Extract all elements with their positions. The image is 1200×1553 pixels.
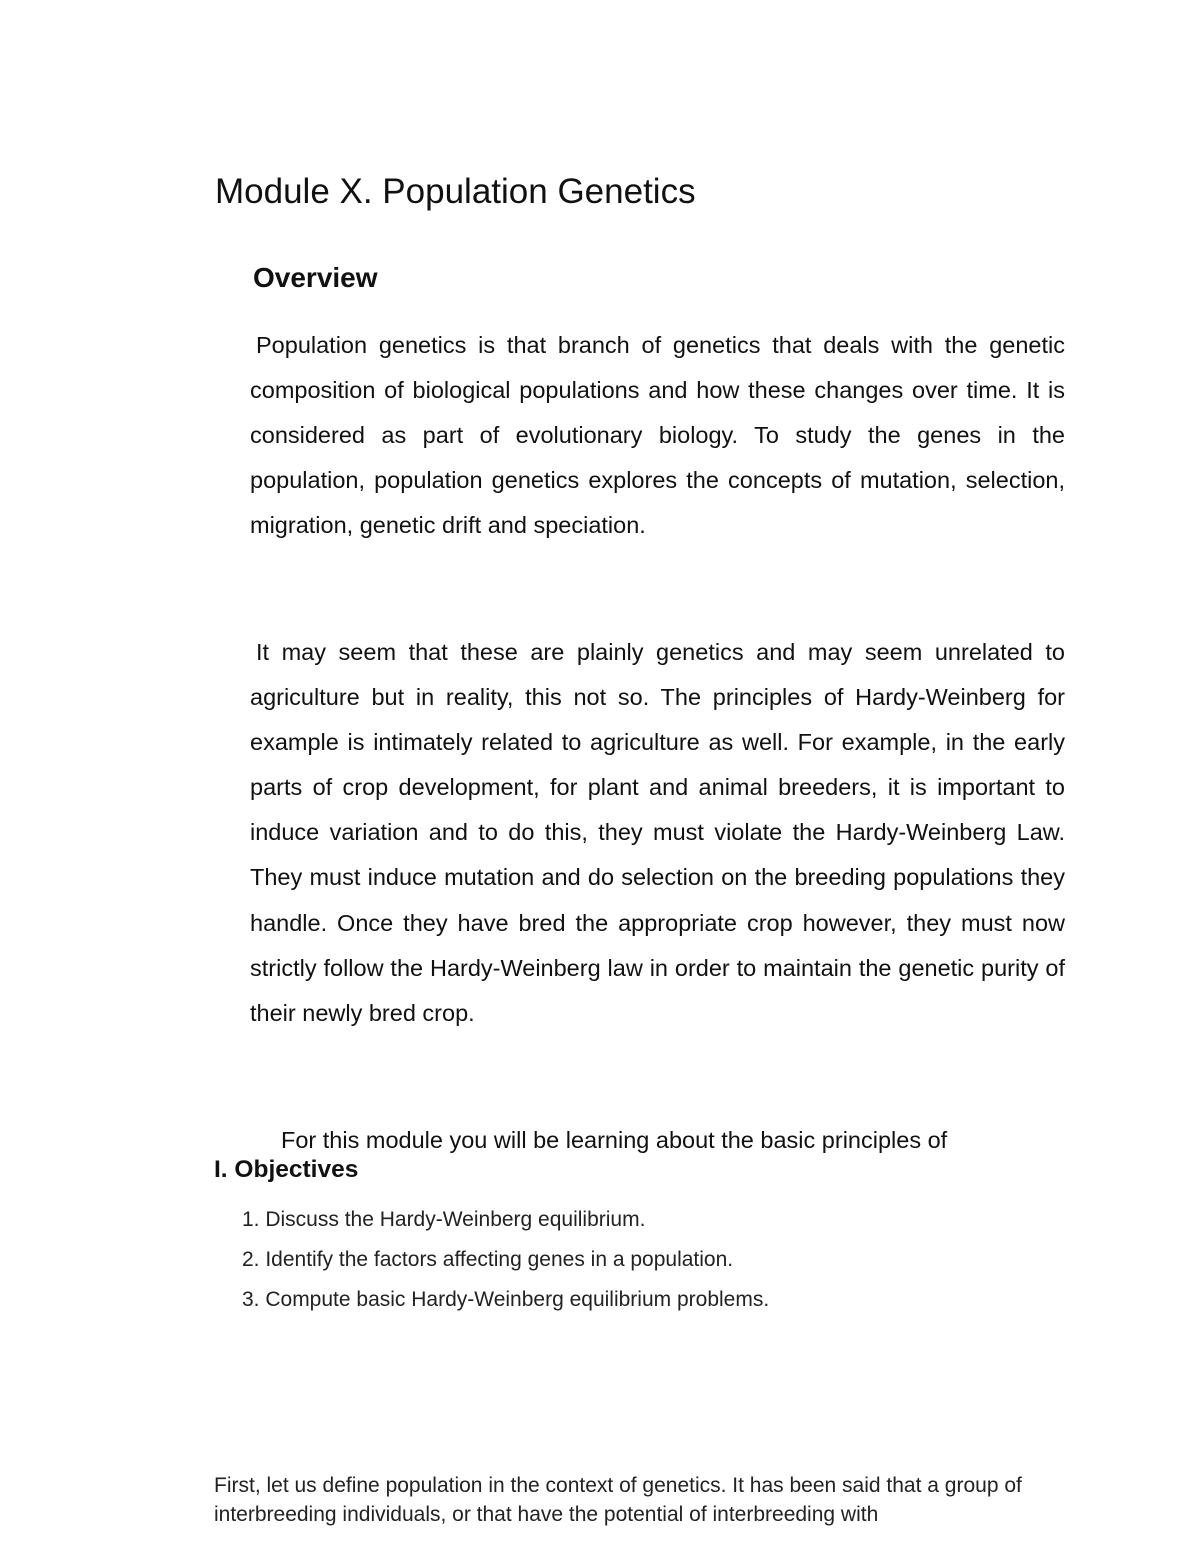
population-definition-paragraph: First, let us define population in the context of genetics. It has been said that a group of interbreeding individuals, or that have the potential of interbreeding with	[214, 1474, 1022, 1526]
module-lead-in: For this module you will be learning about the basic principles of	[281, 1127, 948, 1153]
objectives-list	[242, 1200, 769, 1320]
overview-paragraph-1: Population genetics is that branch of genetics that deals with the genetic composition of biological populations and how these changes over time. It is considered as part of evolutionary biology. To study the genes in the population, population genetics explores the concepts of mutation, selection, migration, genetic drift and speciation.	[250, 332, 1065, 539]
objectives-heading: I. Objectives	[214, 1156, 359, 1183]
page-title: Module X. Population Genetics	[215, 172, 696, 211]
objective-item: 2. Identify the factors affecting genes in a population.	[242, 1248, 734, 1271]
overview-paragraph-2: It may seem that these are plainly genetics and may seem unrelated to agriculture but in reality, this not so. The principles of Hardy-Weinberg for example is intimately related to agriculture as well. For example, in the early parts of crop development, for plant and animal breeders, it is important to induce variation and to do this, they must violate the Hardy-Weinberg Law. They must induce mutation and do selection on the breeding populations they handle. Once they have bred the appropriate crop however, they must now strictly follow the Hardy-Weinberg law in order to maintain the genetic purity of their newly bred crop.	[250, 639, 1065, 1026]
overview-heading: Overview	[253, 262, 378, 293]
objective-item: 3. Compute basic Hardy-Weinberg equilibrium problems.	[242, 1288, 770, 1311]
objective-item: 1. Discuss the Hardy-Weinberg equilibrium.	[242, 1208, 646, 1231]
